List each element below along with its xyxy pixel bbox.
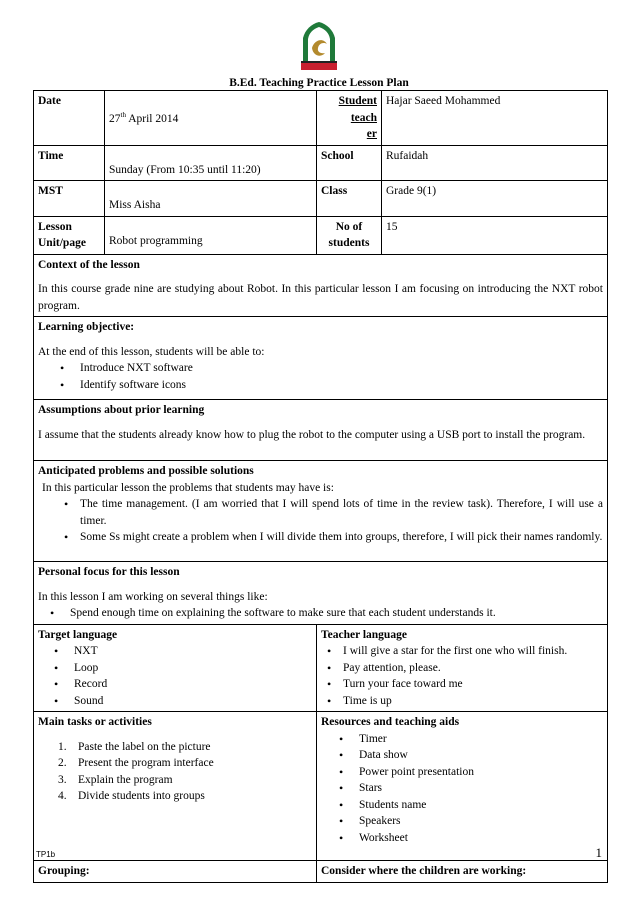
list-item: • Spend enough time on explaining the software to make sure that each student understands it. [44, 605, 603, 622]
problems-section [34, 461, 608, 562]
lesson-label: Lesson Unit/page [34, 216, 105, 254]
list-item: • Power point presentation [333, 764, 603, 781]
students-count-value: 15 [382, 216, 608, 254]
target-language-title: Target language [38, 628, 118, 641]
list-item: • Time is up [325, 693, 603, 710]
row-problems [34, 461, 608, 562]
target-language-section [34, 624, 317, 712]
page-number: 1 [595, 845, 602, 860]
main-tasks-list [38, 739, 312, 805]
list-item: • Some Ss might create a problem when I will divide them into groups, therefore, I will pick their names randomly. [58, 529, 603, 546]
row-tasks [34, 712, 608, 861]
list-item: Explain the program [78, 773, 173, 786]
resources-section [317, 712, 608, 861]
list-item: • Introduce NXT software [54, 360, 603, 377]
objectives-section [34, 317, 608, 400]
list-item: • Sound [48, 693, 312, 710]
row-language [34, 624, 608, 712]
teacher-language-list [321, 643, 603, 709]
school-label: School [317, 145, 382, 181]
context-text: In this course grade nine are studying about Robot. In this particular lesson I am focusing on introducing the NXT robot program. [38, 283, 603, 312]
lesson-value: Robot programming [105, 216, 317, 254]
row-grouping [34, 861, 608, 883]
context-title: Context of the lesson [38, 258, 140, 271]
list-item: • Stars [333, 780, 603, 797]
list-item: • Turn your face toward me [325, 676, 603, 693]
main-tasks-title: Main tasks or activities [38, 716, 152, 728]
row-lesson [34, 216, 608, 254]
list-item: • Record [48, 676, 312, 693]
list-item: • Pay attention, please. [325, 660, 603, 677]
teacher-language-title: Teacher language [321, 628, 407, 641]
list-item: • Data show [333, 747, 603, 764]
problems-intro: In this particular lesson the problems that students may have is: [42, 481, 334, 494]
student-teacher-value: Hajar Saeed Mohammed [382, 91, 608, 146]
emblem-logo-icon [297, 20, 341, 72]
list-item: • Identify software icons [54, 377, 603, 394]
list-item: • Loop [48, 660, 312, 677]
class-label: Class [317, 181, 382, 217]
target-language-list [38, 643, 312, 709]
list-item: • Worksheet [333, 830, 603, 847]
row-assumptions [34, 400, 608, 461]
resources-list [321, 731, 603, 847]
list-item: • NXT [48, 643, 312, 660]
objectives-title: Learning objective: [38, 321, 135, 333]
grouping-title: Grouping: [34, 861, 317, 883]
school-value: Rufaidah [382, 145, 608, 181]
list-item: • Timer [333, 731, 603, 748]
students-count-label: No of students [317, 216, 382, 254]
list-item: • The time management. (I am worried that I will spend lots of time in the review task). Therefore, I will use a timer. [58, 496, 603, 529]
resources-title: Resources and teaching aids [321, 716, 460, 728]
time-value: Sunday (From 10:35 until 11:20) [105, 145, 317, 181]
time-label: Time [34, 145, 105, 181]
mst-value: Miss Aisha [105, 181, 317, 217]
row-date [34, 91, 608, 146]
list-item: • Students name [333, 797, 603, 814]
row-time [34, 145, 608, 181]
objectives-list [38, 360, 603, 393]
assumptions-section [34, 400, 608, 461]
mst-label: MST [34, 181, 105, 217]
assumptions-text: I assume that the students already know how to plug the robot to the computer using a USB port to install the program. [38, 428, 586, 441]
problems-list [38, 496, 603, 546]
date-label: Date [34, 91, 105, 146]
footer-code: TP1b [36, 850, 56, 859]
row-objectives [34, 317, 608, 400]
list-item: • I will give a star for the first one who will finish. [325, 643, 603, 660]
personal-focus-intro: In this lesson I am working on several things like: [38, 590, 268, 603]
teacher-language-section [317, 624, 608, 712]
date-value: 27th April 2014 [105, 91, 317, 146]
personal-focus-section [34, 562, 608, 625]
list-item: • Speakers [333, 813, 603, 830]
assumptions-title: Assumptions about prior learning [38, 404, 205, 416]
row-context [34, 254, 608, 317]
row-mst [34, 181, 608, 217]
list-item: Divide students into groups [78, 790, 205, 802]
personal-focus-title: Personal focus for this lesson [38, 566, 180, 578]
context-section [34, 254, 608, 317]
problems-title: Anticipated problems and possible solutions [38, 465, 254, 477]
list-item: Paste the label on the picture [78, 740, 211, 753]
row-personal-focus [34, 562, 608, 625]
consider-title: Consider where the children are working: [317, 861, 608, 883]
personal-focus-list [38, 605, 603, 622]
list-item: Present the program interface [78, 757, 214, 769]
student-teacher-label: Student teach er [317, 91, 382, 146]
objectives-intro: At the end of this lesson, students will be able to: [38, 345, 265, 358]
main-tasks-section [34, 712, 317, 861]
class-value: Grade 9(1) [382, 181, 608, 217]
document-title: B.Ed. Teaching Practice Lesson Plan [229, 77, 409, 89]
lesson-plan-table [33, 90, 608, 883]
